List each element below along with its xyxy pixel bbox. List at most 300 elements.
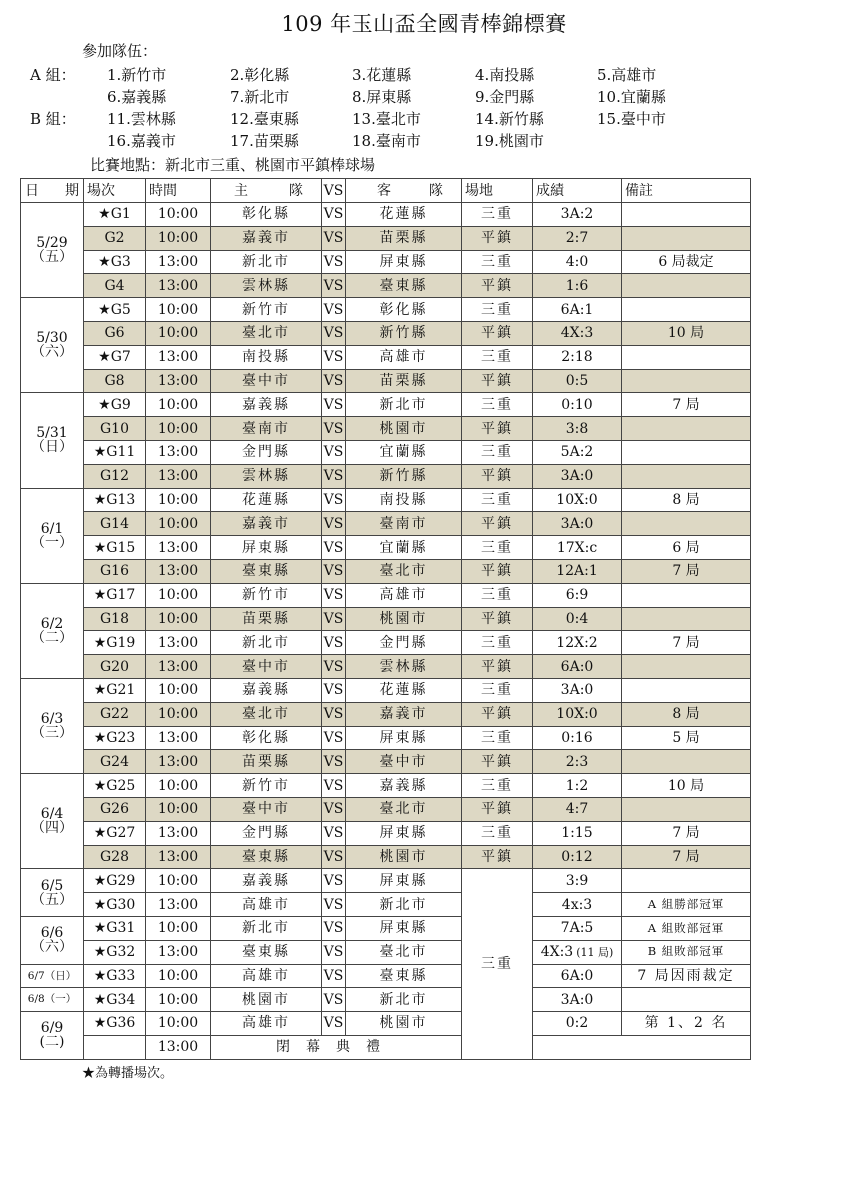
table-row (21, 797, 751, 821)
note-cell (622, 464, 751, 488)
home-cell: 金門縣 (211, 440, 322, 464)
date-value: 6/3 (40, 711, 64, 728)
away-cell: 嘉義市 (346, 702, 462, 726)
header-vs: VS (322, 179, 346, 203)
game-cell: G8 (84, 369, 146, 393)
weekday-value: （三） (31, 725, 73, 742)
score-cell: 3A:0 (533, 512, 622, 536)
venue-cell: 三重 (462, 869, 533, 1059)
away-cell: 宜蘭縣 (346, 536, 462, 560)
time-cell: 13:00 (146, 893, 211, 917)
note-cell (622, 203, 751, 227)
note-cell: 5 局 (622, 726, 751, 750)
venue-cell: 三重 (462, 536, 533, 560)
table-row (21, 226, 751, 250)
vs-cell: VS (322, 464, 346, 488)
vs-cell: VS (322, 774, 346, 798)
note-cell (622, 797, 751, 821)
home-cell: 雲林縣 (211, 464, 322, 488)
note-cell: 7 局 (622, 559, 751, 583)
game-cell: ★G31 (84, 916, 146, 940)
weekday-value: （六） (31, 344, 73, 361)
venue-cell: 三重 (462, 250, 533, 274)
group-a-label: A 組： (30, 66, 76, 84)
date-value: 5/29 (36, 235, 68, 252)
header-game: 場次 (84, 179, 146, 203)
group-b-label: B 組： (30, 110, 76, 128)
header-score: 成績 (533, 179, 622, 203)
time-cell: 10:00 (146, 417, 211, 441)
home-cell: 新竹市 (211, 583, 322, 607)
team-item: 10.宜蘭縣 (597, 88, 666, 106)
table-row (21, 607, 751, 631)
venue-cell: 平鎮 (462, 797, 533, 821)
date-cell: 6/5 （五） (21, 869, 84, 917)
time-cell: 13:00 (146, 369, 211, 393)
time-cell: 10:00 (146, 774, 211, 798)
weekday-value: （五） (31, 249, 73, 266)
time-cell: 10:00 (146, 203, 211, 227)
score-cell: 7A:5 (533, 916, 622, 940)
vs-cell: VS (322, 607, 346, 631)
table-row (21, 750, 751, 774)
home-cell: 嘉義縣 (211, 393, 322, 417)
time-cell: 10:00 (146, 583, 211, 607)
note-cell (622, 369, 751, 393)
away-cell: 高雄市 (346, 583, 462, 607)
home-cell: 嘉義縣 (211, 869, 322, 893)
header-date (21, 179, 84, 203)
home-cell: 雲林縣 (211, 274, 322, 298)
venue-cell: 三重 (462, 678, 533, 702)
vs-cell: VS (322, 536, 346, 560)
vs-cell: VS (322, 203, 346, 227)
note-cell: 7 局 (622, 821, 751, 845)
home-cell: 桃園市 (211, 988, 322, 1012)
score-cell: 17X:c (533, 536, 622, 560)
vs-cell: VS (322, 940, 346, 964)
away-cell: 新北市 (346, 893, 462, 917)
venue-cell: 三重 (462, 821, 533, 845)
game-cell: ★G34 (84, 988, 146, 1012)
page-title: 109 年玉山盃全國青棒錦標賽 (281, 12, 567, 36)
header-away-a: 客 (377, 182, 391, 199)
vs-cell: VS (322, 678, 346, 702)
time-cell: 13:00 (146, 750, 211, 774)
header-home (211, 179, 322, 203)
time-cell: 13:00 (146, 845, 211, 869)
date-cell: 6/8（一） (21, 988, 84, 1012)
venue-cell: 平鎮 (462, 655, 533, 679)
home-cell: 嘉義縣 (211, 678, 322, 702)
away-cell: 花蓮縣 (346, 203, 462, 227)
header-home-b: 隊 (289, 182, 303, 199)
note-cell: 第 1、2 名 (622, 1012, 751, 1036)
game-cell: ★G11 (84, 440, 146, 464)
team-item: 17.苗栗縣 (230, 132, 299, 150)
score-value: 4X:3 (540, 944, 574, 961)
venue-cell: 三重 (462, 488, 533, 512)
vs-cell: VS (322, 821, 346, 845)
team-item: 11.雲林縣 (107, 110, 176, 128)
team-item: 1.新竹市 (107, 66, 167, 84)
away-cell: 臺東縣 (346, 274, 462, 298)
closing-ceremony-cell: 閉幕典禮 (211, 1035, 462, 1059)
vs-cell: VS (322, 702, 346, 726)
time-cell: 13:00 (146, 440, 211, 464)
home-cell: 新竹市 (211, 298, 322, 322)
home-cell: 新竹市 (211, 774, 322, 798)
venue-cell: 三重 (462, 203, 533, 227)
home-cell: 屏東縣 (211, 536, 322, 560)
venue-cell: 三重 (462, 774, 533, 798)
time-cell: 13:00 (146, 559, 211, 583)
vs-cell: VS (322, 1012, 346, 1036)
home-cell: 彰化縣 (211, 726, 322, 750)
home-cell: 臺東縣 (211, 845, 322, 869)
team-item: 16.嘉義市 (107, 132, 176, 150)
away-cell: 屏東縣 (346, 726, 462, 750)
table-row (21, 726, 751, 750)
vs-cell: VS (322, 869, 346, 893)
time-cell: 10:00 (146, 226, 211, 250)
time-cell: 13:00 (146, 940, 211, 964)
participants-label: 參加隊伍： (82, 42, 158, 60)
team-item: 4.南投縣 (475, 66, 535, 84)
date-cell: 6/9 (二) (21, 1012, 84, 1060)
time-cell: 13:00 (146, 631, 211, 655)
note-cell: 7 局 (622, 631, 751, 655)
game-cell: G26 (84, 797, 146, 821)
venue-cell: 平鎮 (462, 226, 533, 250)
game-cell: ★G5 (84, 298, 146, 322)
venue-cell: 平鎮 (462, 464, 533, 488)
home-cell: 金門縣 (211, 821, 322, 845)
venue-cell: 平鎮 (462, 274, 533, 298)
game-cell: ★G33 (84, 964, 146, 988)
venue-cell: 平鎮 (462, 321, 533, 345)
home-cell: 臺中市 (211, 655, 322, 679)
away-cell: 新北市 (346, 988, 462, 1012)
vs-cell: VS (322, 797, 346, 821)
note-cell (622, 607, 751, 631)
score-cell: 4:0 (533, 250, 622, 274)
time-cell: 13:00 (146, 536, 211, 560)
finals-body (21, 869, 751, 1059)
note-cell: A 組勝部冠軍 (622, 893, 751, 917)
date-value: 5/30 (36, 330, 68, 347)
note-cell (622, 678, 751, 702)
venue-cell: 三重 (462, 298, 533, 322)
score-cell: 0:10 (533, 393, 622, 417)
table-row (21, 702, 751, 726)
home-cell: 高雄市 (211, 1012, 322, 1036)
team-item: 15.臺中市 (597, 110, 666, 128)
note-cell (622, 298, 751, 322)
score-cell: 1:15 (533, 821, 622, 845)
game-cell: ★G15 (84, 536, 146, 560)
table-row (21, 250, 751, 274)
score-cell: 0:4 (533, 607, 622, 631)
game-cell: G22 (84, 702, 146, 726)
header-date-a: 日 (25, 182, 39, 199)
time-cell: 13:00 (146, 464, 211, 488)
game-cell: ★G36 (84, 1012, 146, 1036)
away-cell: 臺南市 (346, 512, 462, 536)
schedule-table (20, 178, 751, 1060)
table-row (21, 345, 751, 369)
time-cell: 10:00 (146, 678, 211, 702)
note-cell (622, 750, 751, 774)
team-item: 19.桃園市 (475, 132, 544, 150)
weekday-value: （四） (31, 820, 73, 837)
away-cell: 新竹縣 (346, 321, 462, 345)
note-cell: 7 局因雨裁定 (622, 964, 751, 988)
table-row (21, 774, 751, 798)
note-cell (622, 655, 751, 679)
note-cell: A 組敗部冠軍 (622, 916, 751, 940)
score-cell: 4X:3 (533, 321, 622, 345)
score-cell: 6A:1 (533, 298, 622, 322)
note-cell: 10 局 (622, 774, 751, 798)
game-cell: ★G32 (84, 940, 146, 964)
score-cell: 1:6 (533, 274, 622, 298)
time-cell: 10:00 (146, 512, 211, 536)
venue-cell: 平鎮 (462, 369, 533, 393)
vs-cell: VS (322, 631, 346, 655)
venue-cell: 三重 (462, 726, 533, 750)
game-cell: ★G21 (84, 678, 146, 702)
home-cell: 臺中市 (211, 797, 322, 821)
weekday-value: （一） (31, 534, 73, 551)
away-cell: 新北市 (346, 393, 462, 417)
game-cell: ★G9 (84, 393, 146, 417)
note-cell: 8 局 (622, 488, 751, 512)
header-date-b: 期 (65, 182, 79, 199)
note-cell (622, 869, 751, 893)
note-cell: 7 局 (622, 845, 751, 869)
table-row (21, 678, 751, 702)
venue-line: 比賽地點：新北市三重、桃園市平鎮棒球場 (90, 156, 376, 174)
vs-cell: VS (322, 345, 346, 369)
team-item: 14.新竹縣 (475, 110, 544, 128)
time-cell: 10:00 (146, 869, 211, 893)
home-cell: 高雄市 (211, 893, 322, 917)
vs-cell: VS (322, 274, 346, 298)
team-item: 6.嘉義縣 (107, 88, 167, 106)
date-cell (21, 298, 84, 393)
away-cell: 屏東縣 (346, 869, 462, 893)
table-row (21, 512, 751, 536)
note-cell: 8 局 (622, 702, 751, 726)
venue-cell: 平鎮 (462, 845, 533, 869)
away-cell: 臺北市 (346, 940, 462, 964)
away-cell: 宜蘭縣 (346, 440, 462, 464)
table-row (21, 988, 751, 1012)
note-cell: 6 局裁定 (622, 250, 751, 274)
vs-cell: VS (322, 321, 346, 345)
time-cell: 10:00 (146, 298, 211, 322)
score-cell: 10X:0 (533, 702, 622, 726)
score-cell: 2:3 (533, 750, 622, 774)
away-cell: 屏東縣 (346, 821, 462, 845)
header-note: 備註 (622, 179, 751, 203)
home-cell: 苗栗縣 (211, 750, 322, 774)
header-home-a: 主 (234, 182, 248, 199)
date-value: 6/4 (40, 806, 64, 823)
home-cell: 臺中市 (211, 369, 322, 393)
vs-cell: VS (322, 369, 346, 393)
note-cell (622, 583, 751, 607)
score-cell: 10X:0 (533, 488, 622, 512)
score-extra: (11 局) (576, 946, 614, 960)
away-cell: 苗栗縣 (346, 369, 462, 393)
away-cell: 南投縣 (346, 488, 462, 512)
table-row (21, 536, 751, 560)
date-cell: 6/6 （六） (21, 916, 84, 964)
venue-cell: 三重 (462, 583, 533, 607)
home-cell: 新北市 (211, 250, 322, 274)
home-cell: 臺東縣 (211, 559, 322, 583)
table-row (21, 869, 751, 893)
table-row (21, 393, 751, 417)
home-cell: 苗栗縣 (211, 607, 322, 631)
score-cell: 5A:2 (533, 440, 622, 464)
vs-cell: VS (322, 964, 346, 988)
table-row (21, 964, 751, 988)
home-cell: 花蓮縣 (211, 488, 322, 512)
time-cell: 10:00 (146, 916, 211, 940)
vs-cell: VS (322, 440, 346, 464)
home-cell: 臺南市 (211, 417, 322, 441)
score-cell: 6A:0 (533, 964, 622, 988)
note-cell: 6 局 (622, 536, 751, 560)
time-cell: 10:00 (146, 393, 211, 417)
away-cell: 花蓮縣 (346, 678, 462, 702)
table-row (21, 893, 751, 917)
empty-cell (533, 1035, 751, 1059)
time-cell: 10:00 (146, 797, 211, 821)
away-cell: 桃園市 (346, 417, 462, 441)
game-cell: G20 (84, 655, 146, 679)
time-cell: 10:00 (146, 702, 211, 726)
away-cell: 金門縣 (346, 631, 462, 655)
header-row (21, 179, 751, 203)
vs-cell: VS (322, 488, 346, 512)
away-cell: 桃園市 (346, 607, 462, 631)
venue-cell: 三重 (462, 631, 533, 655)
home-cell: 臺北市 (211, 702, 322, 726)
date-cell: 6/7（日） (21, 964, 84, 988)
venue-cell: 平鎮 (462, 607, 533, 631)
score-cell: 0:16 (533, 726, 622, 750)
score-cell: 0:2 (533, 1012, 622, 1036)
vs-cell: VS (322, 583, 346, 607)
score-cell: 2:18 (533, 345, 622, 369)
venue-cell: 三重 (462, 393, 533, 417)
table-row (21, 940, 751, 964)
game-cell (84, 1035, 146, 1059)
venue-cell: 平鎮 (462, 559, 533, 583)
away-cell: 臺中市 (346, 750, 462, 774)
note-cell (622, 345, 751, 369)
note-cell (622, 988, 751, 1012)
home-cell: 高雄市 (211, 964, 322, 988)
vs-cell: VS (322, 559, 346, 583)
team-item: 18.臺南市 (352, 132, 421, 150)
away-cell: 桃園市 (346, 1012, 462, 1036)
home-cell: 南投縣 (211, 345, 322, 369)
game-cell: G12 (84, 464, 146, 488)
away-cell: 高雄市 (346, 345, 462, 369)
game-cell: G16 (84, 559, 146, 583)
score-cell: 12X:2 (533, 631, 622, 655)
date-cell (21, 393, 84, 488)
home-cell: 嘉義市 (211, 512, 322, 536)
header-time: 時間 (146, 179, 211, 203)
vs-cell: VS (322, 298, 346, 322)
venue-cell: 三重 (462, 345, 533, 369)
away-cell: 新竹縣 (346, 464, 462, 488)
game-cell: ★G17 (84, 583, 146, 607)
table-row (21, 464, 751, 488)
time-cell: 13:00 (146, 250, 211, 274)
score-cell: 6:9 (533, 583, 622, 607)
score-cell: 3:9 (533, 869, 622, 893)
note-cell: 7 局 (622, 393, 751, 417)
score-cell: 6A:0 (533, 655, 622, 679)
time-cell: 10:00 (146, 988, 211, 1012)
table-row (21, 559, 751, 583)
date-cell (21, 774, 84, 869)
time-cell: 13:00 (146, 345, 211, 369)
game-cell: ★G19 (84, 631, 146, 655)
game-cell: ★G30 (84, 893, 146, 917)
footnote: ★為轉播場次。 (82, 1066, 174, 1081)
table-row (21, 321, 751, 345)
table-row (21, 845, 751, 869)
date-cell (21, 488, 84, 583)
game-cell: ★G23 (84, 726, 146, 750)
home-cell: 新北市 (211, 916, 322, 940)
time-cell: 10:00 (146, 488, 211, 512)
score-cell: 4:7 (533, 797, 622, 821)
note-cell (622, 226, 751, 250)
vs-cell: VS (322, 417, 346, 441)
note-cell (622, 417, 751, 441)
table-row (21, 298, 751, 322)
away-cell: 嘉義縣 (346, 774, 462, 798)
home-cell: 彰化縣 (211, 203, 322, 227)
vs-cell: VS (322, 916, 346, 940)
game-cell: G4 (84, 274, 146, 298)
away-cell: 桃園市 (346, 845, 462, 869)
vs-cell: VS (322, 655, 346, 679)
time-cell: 13:00 (146, 1035, 211, 1059)
table-row (21, 916, 751, 940)
table-row (21, 274, 751, 298)
team-item: 9.金門縣 (475, 88, 535, 106)
date-cell (21, 203, 84, 298)
table-row (21, 488, 751, 512)
table-row (21, 583, 751, 607)
venue-cell: 平鎮 (462, 512, 533, 536)
score-cell: 12A:1 (533, 559, 622, 583)
vs-cell: VS (322, 226, 346, 250)
venue-cell: 三重 (462, 440, 533, 464)
date-value: 5/31 (36, 425, 68, 442)
game-cell: ★G3 (84, 250, 146, 274)
